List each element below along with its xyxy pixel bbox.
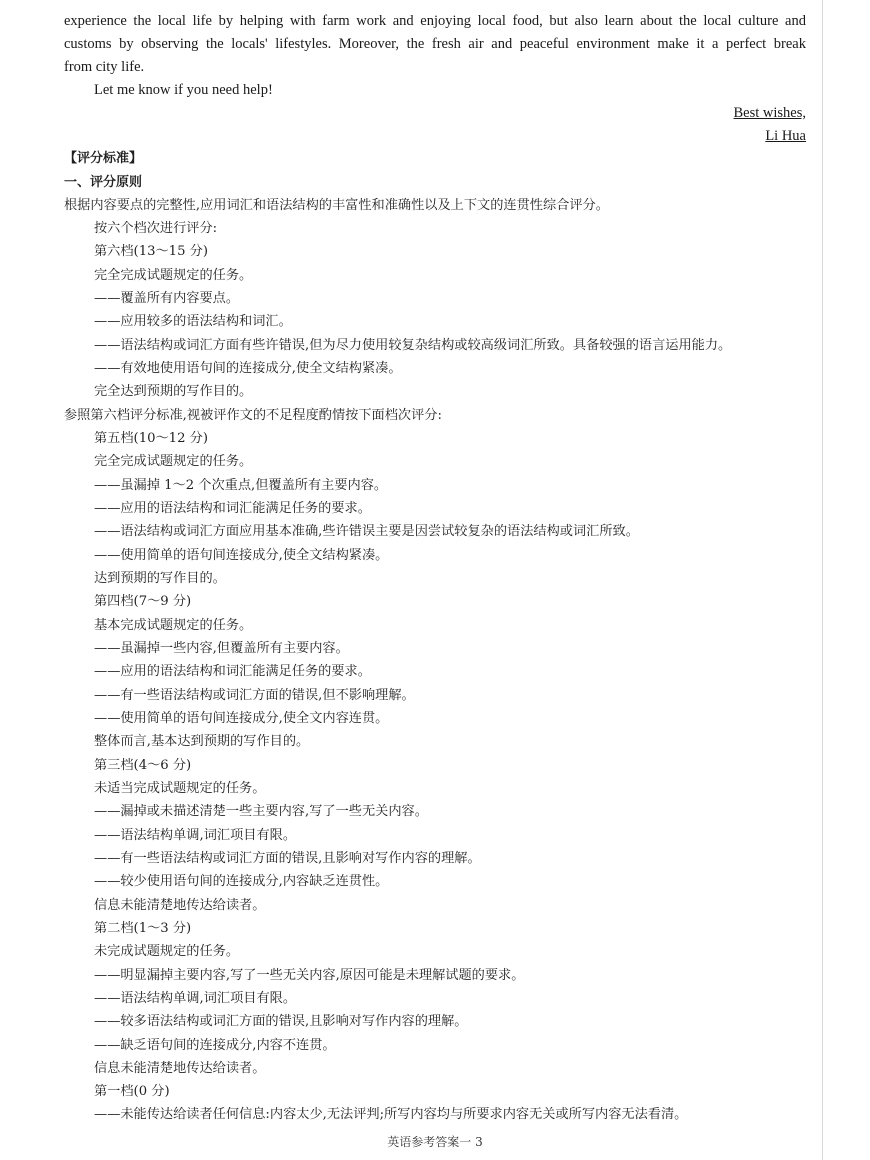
letter-closing-line: Let me know if you need help! [94, 82, 273, 98]
grade5-item: ——应用的语法结构和词汇能满足任务的要求。 [94, 501, 371, 516]
principle-title: 一、评分原则 [64, 175, 143, 190]
grade3-item: ——较少使用语句间的连接成分,内容缺乏连贯性。 [94, 874, 389, 889]
grade4-item: ——应用的语法结构和词汇能满足任务的要求。 [94, 664, 371, 679]
grade2-item: ——明显漏掉主要内容,写了一些无关内容,原因可能是未理解试题的要求。 [94, 968, 525, 983]
grade3-item: 未适当完成试题规定的任务。 [94, 781, 266, 796]
grade5-item: ——语法结构或词汇方面应用基本准确,些许错误主要是因尝试较复杂的语法结构或词汇所致。 [94, 524, 639, 539]
grade6-item: ——覆盖所有内容要点。 [94, 291, 240, 306]
grade5-item: ——虽漏掉 1～2 个次重点,但覆盖所有主要内容。 [94, 478, 388, 493]
grading-intro: 按六个档次进行评分: [94, 221, 218, 236]
page-footer: 英语参考答案一 3 [387, 1135, 483, 1149]
grade6-item: 完全达到预期的写作目的。 [94, 384, 253, 399]
letter-body [64, 10, 806, 102]
grade3-title: 第三档(4～6 分) [94, 758, 192, 773]
grade3-item: ——漏掉或未描述清楚一些主要内容,写了一些无关内容。 [94, 804, 428, 819]
grade6-title: 第六档(13～15 分) [94, 244, 208, 259]
grade6-item: ——应用较多的语法结构和词汇。 [94, 314, 292, 329]
grade5-item: 完全完成试题规定的任务。 [94, 454, 253, 469]
grade5-title: 第五档(10～12 分) [94, 431, 208, 446]
grade6-item: ——语法结构或词汇方面有些许错误,但为尽力使用较复杂结构或较高级词汇所致。具备较强的语言运用能力。 [94, 338, 732, 353]
rubric-section-title: 【评分标准】 [64, 151, 143, 166]
grade1-title: 第一档(0 分) [94, 1084, 170, 1099]
letter-signoff: Best wishes, [733, 105, 806, 121]
grade2-item: 信息未能清楚地传达给读者。 [94, 1061, 266, 1076]
grade4-item: ——虽漏掉一些内容,但覆盖所有主要内容。 [94, 641, 349, 656]
grade6-item: 完全完成试题规定的任务。 [94, 268, 253, 283]
grade5-item: 达到预期的写作目的。 [94, 571, 226, 586]
grade3-item: ——有一些语法结构或词汇方面的错误,且影响对写作内容的理解。 [94, 851, 481, 866]
letter-line-1: experience the local life by helping with farm work and enjoying local food, but also learn about the local culture and [64, 13, 806, 29]
letter-line-3: from city life. [64, 59, 145, 75]
grade4-title: 第四档(7～9 分) [94, 594, 192, 609]
grade2-item: ——缺乏语句间的连接成分,内容不连贯。 [94, 1038, 336, 1053]
reference-text: 参照第六档评分标准,视被评作文的不足程度酌情按下面档次评分: [64, 408, 442, 423]
grade2-item: ——语法结构单调,词汇项目有限。 [94, 991, 297, 1006]
grade4-item: 基本完成试题规定的任务。 [94, 618, 253, 633]
grade3-item: ——语法结构单调,词汇项目有限。 [94, 828, 297, 843]
grade4-item: 整体而言,基本达到预期的写作目的。 [94, 734, 310, 749]
grade3-item: 信息未能清楚地传达给读者。 [94, 898, 266, 913]
grade5-item: ——使用简单的语句间连接成分,使全文结构紧凑。 [94, 548, 389, 563]
letter-signature: Li Hua [765, 128, 806, 144]
grade2-title: 第二档(1～3 分) [94, 921, 192, 936]
page-edge-rule [822, 0, 823, 1160]
grade2-item: 未完成试题规定的任务。 [94, 944, 240, 959]
letter-line-2: customs by observing the locals' lifestyles. Moreover, the fresh air and peaceful environment make it a perfect break [64, 36, 806, 52]
principle-text: 根据内容要点的完整性,应用词汇和语法结构的丰富性和准确性以及上下文的连贯性综合评分。 [64, 198, 609, 213]
grade4-item: ——使用简单的语句间连接成分,使全文内容连贯。 [94, 711, 389, 726]
grade4-item: ——有一些语法结构或词汇方面的错误,但不影响理解。 [94, 688, 415, 703]
grade1-item: ——未能传达给读者任何信息:内容太少,无法评判;所写内容均与所要求内容无关或所写内容无法看清。 [94, 1107, 688, 1122]
grade2-item: ——较多语法结构或词汇方面的错误,且影响对写作内容的理解。 [94, 1014, 468, 1029]
grade6-item: ——有效地使用语句间的连接成分,使全文结构紧凑。 [94, 361, 402, 376]
